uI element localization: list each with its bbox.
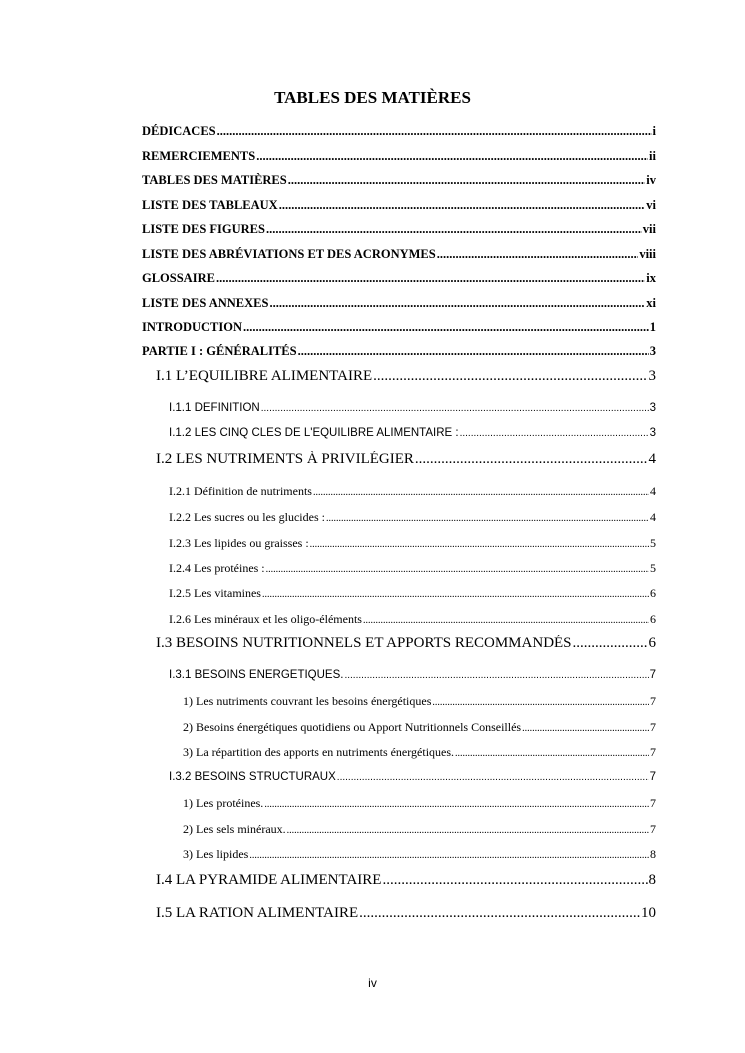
- toc-entry-page: ii: [649, 149, 656, 163]
- toc-entry-page: 7: [650, 694, 656, 708]
- toc-leader-dots: [262, 589, 649, 600]
- toc-entry-page: 8: [648, 872, 656, 888]
- toc-leader-dots: [437, 247, 639, 262]
- toc-entry-label: I.2.4 Les protéines :: [169, 561, 265, 575]
- toc-entry[interactable]: [183, 796, 656, 811]
- toc-entry[interactable]: [169, 484, 656, 499]
- toc-entry-page: 7: [649, 771, 656, 783]
- toc-leader-dots: [373, 368, 647, 385]
- toc-leader-dots: [415, 451, 648, 468]
- toc-entry[interactable]: [169, 427, 656, 439]
- toc-entry[interactable]: [142, 271, 656, 286]
- toc-entry[interactable]: [142, 149, 656, 164]
- toc-entry[interactable]: [156, 872, 656, 889]
- toc-entry[interactable]: [169, 402, 656, 414]
- toc-leader-dots: [298, 344, 649, 359]
- toc-entry-page: 6: [650, 612, 656, 626]
- toc-leader-dots: [337, 772, 649, 783]
- toc-entry[interactable]: [169, 561, 656, 576]
- toc-entry-page: 7: [650, 822, 656, 836]
- toc-entry-label: LISTE DES ABRÉVIATIONS ET DES ACRONYMES: [142, 247, 436, 261]
- toc-entry-page: 5: [650, 536, 656, 550]
- toc-entry[interactable]: [142, 222, 656, 237]
- toc-entry[interactable]: [156, 635, 656, 652]
- toc-entry-label: DÉDICACES: [142, 124, 216, 138]
- toc-entry-page: vi: [646, 198, 656, 212]
- toc-entry[interactable]: [142, 344, 656, 359]
- toc-entry-page: 4: [650, 510, 656, 524]
- toc-entry-label: I.2.6 Les minéraux et les oligo-éléments: [169, 612, 362, 626]
- toc-entry-page: xi: [646, 296, 656, 310]
- toc-leader-dots: [266, 222, 642, 237]
- page-number: iv: [368, 976, 377, 990]
- page-title: TABLES DES MATIÈRES: [274, 88, 471, 107]
- toc-entry-page: 6: [648, 635, 656, 651]
- toc-leader-dots: [573, 635, 648, 652]
- toc-entry[interactable]: [183, 694, 656, 709]
- toc-entry[interactable]: [169, 536, 656, 551]
- toc-entry-page: 3: [649, 402, 656, 414]
- toc-leader-dots: [432, 697, 649, 708]
- toc-entry-page: 4: [650, 484, 656, 498]
- toc-entry-page: 3: [649, 344, 656, 358]
- toc-entry[interactable]: [142, 247, 656, 262]
- toc-entry-label: 1) Les protéines.: [183, 796, 264, 810]
- toc-entry-label: 3) Les lipides: [183, 847, 249, 861]
- toc-entry-page: 7: [650, 745, 656, 759]
- toc-entry-label: I.2.3 Les lipides ou graisses :: [169, 536, 309, 550]
- toc-entry[interactable]: [156, 368, 656, 385]
- toc-entry-page: 1: [649, 320, 656, 334]
- toc-entry[interactable]: [183, 847, 656, 862]
- toc-entry-page: viii: [639, 247, 656, 261]
- toc-leader-dots: [264, 799, 649, 810]
- toc-entry-page: 6: [650, 586, 656, 600]
- toc-entry[interactable]: [183, 745, 656, 760]
- toc-entry-label: 2) Les sels minéraux.: [183, 822, 286, 836]
- toc-entry-label: I.2.5 Les vitamines: [169, 586, 261, 600]
- toc-leader-dots: [460, 428, 649, 439]
- toc-entry-label: I.3.2 BESOINS STRUCTURAUX: [169, 771, 336, 783]
- toc-entry-label: TABLES DES MATIÈRES: [142, 173, 287, 187]
- toc-entry[interactable]: [169, 586, 656, 601]
- toc-entry-label: 2) Besoins énergétiques quotidiens ou Apport Nutritionnels Conseillés: [183, 720, 522, 734]
- toc-entry[interactable]: [142, 320, 656, 335]
- toc-entry[interactable]: [169, 510, 656, 525]
- toc-entry-label: I.5 LA RATION ALIMENTAIRE: [156, 905, 359, 921]
- toc-entry[interactable]: [142, 124, 656, 139]
- toc-entry[interactable]: [183, 720, 656, 735]
- toc-entry-label: REMERCIEMENTS: [142, 149, 256, 163]
- toc-entry-label: I.1.2 LES CINQ CLÉS DE L'EQUILIBRE ALIMENTAIRE :: [169, 427, 459, 439]
- toc-entry-label: INTRODUCTION: [142, 320, 243, 334]
- toc-entry-page: 4: [648, 451, 656, 467]
- toc-entry-label: I.2.1 Définition de nutriments: [169, 484, 312, 498]
- toc-entry-label: GLOSSAIRE: [142, 271, 215, 285]
- toc-leader-dots: [359, 905, 640, 922]
- toc-entry[interactable]: [169, 771, 656, 783]
- toc-entry[interactable]: [169, 612, 656, 627]
- toc-entry-page: i: [652, 124, 656, 138]
- toc-entry[interactable]: [142, 198, 656, 213]
- toc-leader-dots: [363, 615, 649, 626]
- toc-leader-dots: [288, 173, 646, 188]
- toc-entry[interactable]: [169, 669, 656, 681]
- toc-entry-label: 3) La répartition des apports en nutriments énergétiques.: [183, 745, 455, 759]
- toc-leader-dots: [382, 872, 647, 889]
- toc-entry-page: ix: [646, 271, 656, 285]
- toc-entry-label: I.3 BESOINS NUTRITIONNELS ET APPORTS RECOMMANDÉS: [156, 635, 572, 651]
- toc-entry[interactable]: [183, 822, 656, 837]
- toc-leader-dots: [344, 670, 648, 681]
- toc-entry-page: iv: [646, 173, 656, 187]
- toc-leader-dots: [256, 149, 648, 164]
- toc-entry[interactable]: [142, 296, 656, 311]
- toc-entry-page: 10: [641, 905, 656, 921]
- toc-leader-dots: [266, 564, 649, 575]
- toc-entry-label: I.2 LES NUTRIMENTS À PRIVILÉGIER: [156, 451, 414, 467]
- toc-entry-label: I.4 LA PYRAMIDE ALIMENTAIRE: [156, 872, 382, 888]
- toc-entry-page: 7: [649, 669, 656, 681]
- toc-entry-label: LISTE DES ANNEXES: [142, 296, 269, 310]
- toc-entry-label: 1) Les nutriments couvrant les besoins énergétiques: [183, 694, 432, 708]
- toc-entry-label: I.1 L’EQUILIBRE ALIMENTAIRE: [156, 368, 373, 384]
- toc-entry-page: 5: [650, 561, 656, 575]
- toc-entry-label: I.1.1 DÉFINITION: [169, 402, 260, 414]
- toc-leader-dots: [326, 513, 649, 524]
- toc-entry[interactable]: [156, 451, 656, 468]
- toc-leader-dots: [310, 539, 649, 550]
- toc-leader-dots: [243, 320, 649, 335]
- toc-leader-dots: [313, 487, 649, 498]
- toc-entry-page: 7: [650, 796, 656, 810]
- toc-leader-dots: [269, 296, 645, 311]
- toc-entry-page: 8: [650, 847, 656, 861]
- toc-leader-dots: [261, 403, 649, 414]
- toc-entry-label: I.3.1 BESOINS ÉNERGÉTIQUES.: [169, 669, 344, 681]
- toc-entry-page: 3: [649, 427, 656, 439]
- toc-entry-label: PARTIE I : GÉNÉRALITÉS: [142, 344, 297, 358]
- toc-entry-page: 7: [650, 720, 656, 734]
- toc-entry-label: LISTE DES TABLEAUX: [142, 198, 278, 212]
- toc-leader-dots: [455, 748, 649, 759]
- toc-entry[interactable]: [156, 905, 656, 922]
- toc-entry-label: LISTE DES FIGURES: [142, 222, 265, 236]
- toc-leader-dots: [216, 271, 645, 286]
- toc-entry[interactable]: [142, 173, 656, 188]
- toc-leader-dots: [287, 825, 649, 836]
- toc-leader-dots: [249, 850, 649, 861]
- toc-entry-page: vii: [642, 222, 656, 236]
- toc-entry-page: 3: [648, 368, 656, 384]
- toc-leader-dots: [217, 124, 652, 139]
- toc-entry-label: I.2.2 Les sucres ou les glucides :: [169, 510, 325, 524]
- toc-leader-dots: [522, 723, 649, 734]
- toc-leader-dots: [279, 198, 646, 213]
